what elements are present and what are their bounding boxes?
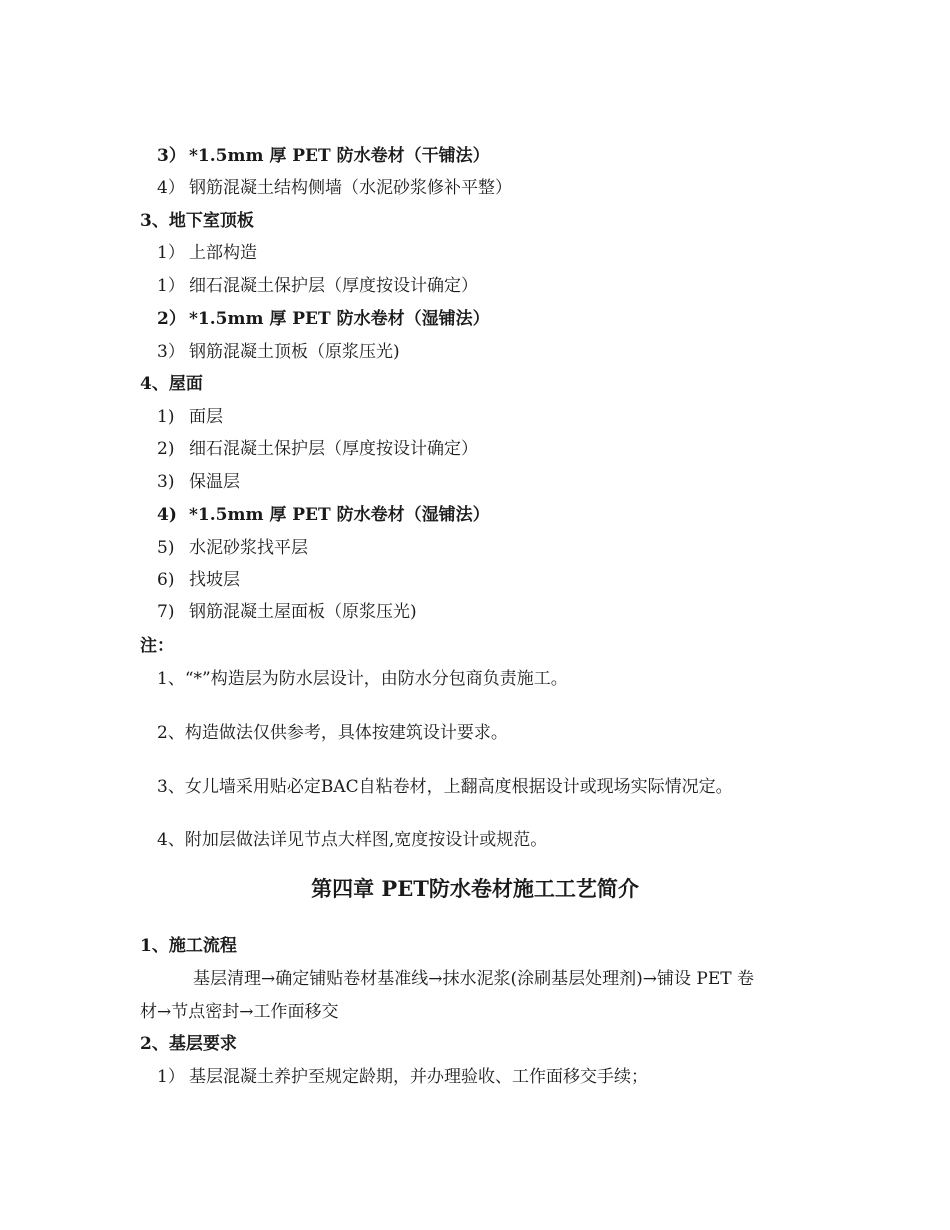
basement-roof-item	[157, 308, 490, 330]
basement-roof-item	[157, 275, 478, 297]
item-text: 找坡层	[189, 570, 240, 590]
item-number: 3)	[157, 472, 175, 492]
item-number: 5)	[157, 538, 175, 558]
item-number: 3）	[157, 146, 186, 166]
section-heading-base: 2、基层要求	[140, 1034, 237, 1054]
item-text: 钢筋混凝土结构侧墙（水泥砂浆修补平整）	[189, 178, 512, 198]
basement-roof-item	[157, 242, 257, 264]
item-number: 3）	[157, 342, 185, 362]
item-text: 面层	[189, 407, 223, 427]
item-text: 细石混凝土保护层（厚度按设计确定）	[189, 276, 478, 296]
note-item: 1、“*”构造层为防水层设计，由防水分包商负责施工。	[157, 669, 568, 689]
item-number: 1)	[157, 407, 175, 427]
note-item: 3、女儿墙采用贴必定BAC自粘卷材，上翻高度根据设计或现场实际情况定。	[157, 777, 733, 797]
side-wall-item-4	[157, 177, 512, 199]
process-flow-line-1: 基层清理→确定铺贴卷材基准线→抹水泥浆(涂刷基层处理剂)→铺设 PET 卷	[193, 969, 754, 989]
note-item: 2、构造做法仅供参考，具体按建筑设计要求。	[157, 723, 508, 743]
item-number: 4）	[157, 178, 185, 198]
item-text: 水泥砂浆找平层	[189, 538, 308, 558]
roof-item	[157, 569, 240, 591]
note-item: 4、附加层做法详见节点大样图,宽度按设计或规范。	[157, 830, 548, 850]
base-requirement-item	[157, 1066, 648, 1088]
item-number: 4)	[157, 505, 177, 525]
side-wall-item-3	[157, 145, 490, 167]
roof-item	[157, 406, 223, 428]
chapter-title: 第四章 PET防水卷材施工工艺简介	[311, 876, 639, 901]
section-heading-process: 1、施工流程	[140, 936, 237, 956]
section-heading-roof: 4、屋面	[140, 374, 203, 394]
item-text: 钢筋混凝土顶板（原浆压光)	[189, 342, 400, 362]
item-number: 1）	[157, 276, 185, 296]
roof-item	[157, 601, 417, 623]
notes-heading: 注：	[140, 636, 174, 656]
item-number: 6)	[157, 570, 175, 590]
item-text: 细石混凝土保护层（厚度按设计确定）	[189, 439, 478, 459]
basement-roof-item	[157, 341, 400, 363]
item-text: 钢筋混凝土屋面板（原浆压光)	[189, 602, 417, 622]
section-heading-basement-roof: 3、地下室顶板	[140, 211, 254, 231]
item-text: 基层混凝土养护至规定龄期，并办理验收、工作面移交手续；	[189, 1067, 648, 1087]
item-text: *1.5mm 厚 PET 防水卷材（湿铺法）	[189, 309, 490, 329]
item-number: 7)	[157, 602, 175, 622]
roof-item	[157, 504, 490, 526]
item-text: *1.5mm 厚 PET 防水卷材（干铺法）	[189, 146, 490, 166]
item-number: 1）	[157, 1067, 185, 1087]
roof-item	[157, 537, 308, 559]
item-text: *1.5mm 厚 PET 防水卷材（湿铺法）	[189, 505, 490, 525]
item-text: 上部构造	[189, 243, 257, 263]
roof-item	[157, 471, 240, 493]
process-flow-line-2: 材→节点密封→工作面移交	[140, 1002, 339, 1022]
item-text: 保温层	[189, 472, 240, 492]
item-number: 1）	[157, 243, 185, 263]
item-number: 2）	[157, 309, 186, 329]
item-number: 2)	[157, 439, 175, 459]
roof-item	[157, 438, 478, 460]
